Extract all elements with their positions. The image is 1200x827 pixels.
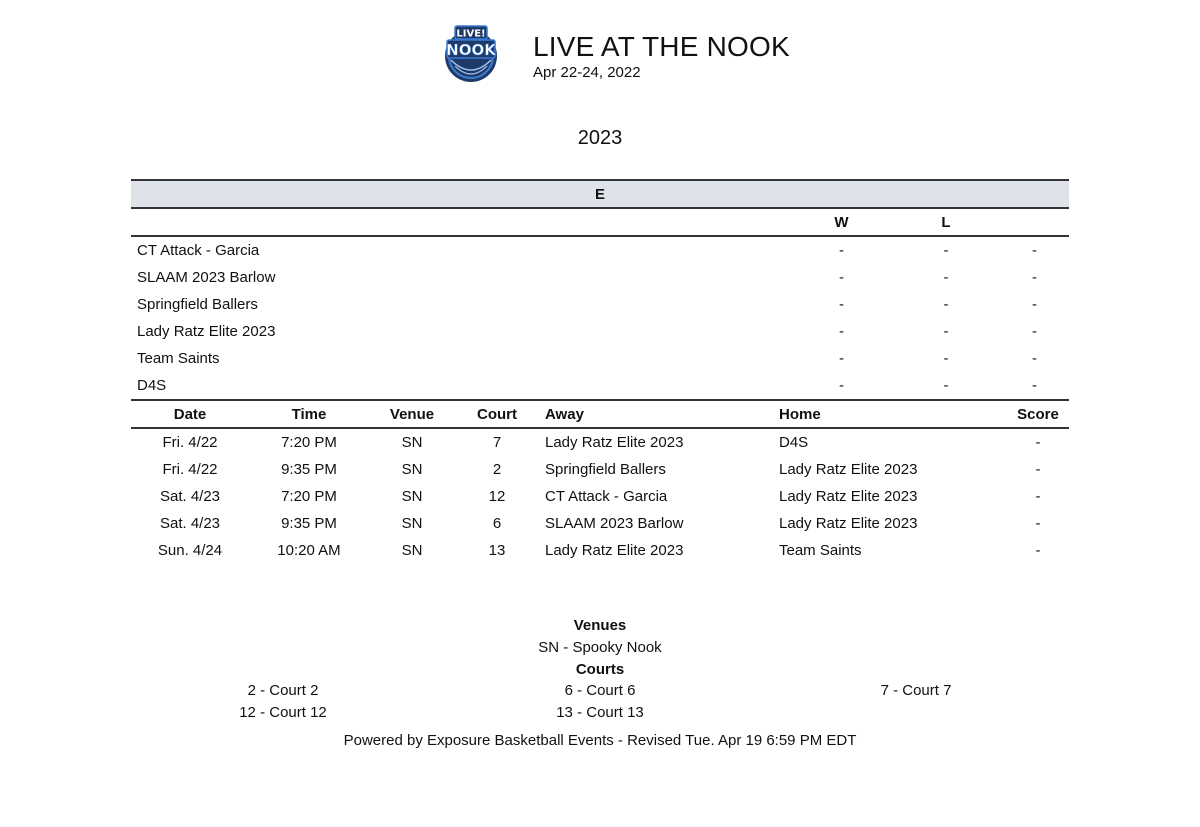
venues-title: Venues <box>573 617 627 634</box>
standings-row <box>131 264 1069 291</box>
team-wins: - <box>839 377 844 394</box>
game-row <box>131 428 1069 456</box>
team-extra: - <box>1032 242 1037 259</box>
header-court: Court <box>455 400 539 428</box>
header-time: Time <box>249 400 369 428</box>
team-extra: - <box>1032 350 1037 367</box>
game-row <box>131 510 1069 537</box>
game-away[interactable]: Lady Ratz Elite 2023 <box>545 542 684 559</box>
pool-section <box>131 179 1069 564</box>
schedule-table <box>131 399 1069 564</box>
game-score: - <box>1035 515 1041 532</box>
team-wins: - <box>839 323 844 340</box>
game-score: - <box>1035 542 1041 559</box>
game-date: Sat. 4/23 <box>159 488 221 505</box>
standings-row <box>131 345 1069 372</box>
game-court: 7 <box>492 434 502 451</box>
game-venue[interactable]: SN <box>401 488 423 505</box>
game-venue[interactable]: SN <box>401 515 423 532</box>
venue-item: SN - Spooky Nook <box>538 639 662 656</box>
game-court: 2 <box>492 461 502 478</box>
game-row <box>131 483 1069 510</box>
team-losses: - <box>943 350 949 367</box>
game-away[interactable]: Lady Ratz Elite 2023 <box>545 434 684 451</box>
game-date: Fri. 4/22 <box>162 434 218 451</box>
event-title: LIVE AT THE NOOK <box>533 31 790 62</box>
team-losses: - <box>943 323 949 340</box>
game-venue[interactable]: SN <box>401 542 423 559</box>
team-wins: - <box>839 296 844 313</box>
game-home[interactable]: Lady Ratz Elite 2023 <box>779 461 918 478</box>
event-logo <box>441 24 501 84</box>
court-item: 7 - Court 7 <box>880 682 952 699</box>
team-losses: - <box>943 296 949 313</box>
game-away[interactable]: CT Attack - Garcia <box>545 488 668 505</box>
game-home[interactable]: D4S <box>779 434 809 451</box>
team-extra: - <box>1032 323 1037 340</box>
team-extra: - <box>1032 296 1037 313</box>
standings-header <box>131 208 1069 236</box>
team-name[interactable]: Lady Ratz Elite 2023 <box>137 323 276 340</box>
team-name[interactable]: SLAAM 2023 Barlow <box>137 269 276 286</box>
game-date: Fri. 4/22 <box>162 461 218 478</box>
standings-row <box>131 236 1069 264</box>
game-row <box>131 537 1069 564</box>
wins-header: W <box>791 208 892 236</box>
event-header <box>441 24 841 88</box>
standings-row <box>131 291 1069 318</box>
header-score: Score <box>1007 400 1069 428</box>
game-row <box>131 456 1069 483</box>
team-wins: - <box>839 242 844 259</box>
game-home[interactable]: Lady Ratz Elite 2023 <box>779 515 918 532</box>
team-losses: - <box>943 242 949 259</box>
standings-row <box>131 318 1069 345</box>
team-name[interactable]: D4S <box>137 377 167 394</box>
logo-text-main: NOOK <box>446 41 496 59</box>
team-name[interactable]: CT Attack - Garcia <box>137 242 260 259</box>
game-away[interactable]: Springfield Ballers <box>545 461 666 478</box>
game-score: - <box>1035 488 1041 505</box>
game-home[interactable]: Lady Ratz Elite 2023 <box>779 488 918 505</box>
losses-header: L <box>892 208 1000 236</box>
game-time: 7:20 PM <box>281 434 337 451</box>
courts-title: Courts <box>575 661 625 678</box>
game-court: 6 <box>492 515 502 532</box>
court-item: 13 - Court 13 <box>556 704 644 721</box>
game-venue[interactable]: SN <box>401 461 423 478</box>
standings-row <box>131 372 1069 399</box>
footer <box>0 615 1200 681</box>
team-wins: - <box>839 269 844 286</box>
division-title: 2023 <box>577 127 623 149</box>
header-home: Home <box>773 400 1007 428</box>
game-score: - <box>1035 434 1041 451</box>
game-time: 10:20 AM <box>277 542 341 559</box>
schedule-header <box>131 400 1069 428</box>
event-dates: Apr 22-24, 2022 <box>533 64 641 81</box>
header-away: Away <box>539 400 773 428</box>
court-item: 12 - Court 12 <box>239 704 327 721</box>
team-extra: - <box>1032 269 1037 286</box>
game-venue[interactable]: SN <box>401 434 423 451</box>
team-losses: - <box>943 377 949 394</box>
logo-text-top: LIVE! <box>456 28 486 40</box>
standings-table <box>131 179 1069 399</box>
game-away[interactable]: SLAAM 2023 Barlow <box>545 515 684 532</box>
team-wins: - <box>839 350 844 367</box>
powered-by: Powered by Exposure Basketball Events - Revised Tue. Apr 19 6:59 PM EDT <box>343 732 857 749</box>
pool-name: E <box>131 180 1069 208</box>
game-time: 9:35 PM <box>281 461 337 478</box>
game-court: 12 <box>488 488 506 505</box>
pool-header <box>131 180 1069 208</box>
game-date: Sun. 4/24 <box>157 542 223 559</box>
header-date: Date <box>131 400 249 428</box>
game-score: - <box>1035 461 1041 478</box>
team-name[interactable]: Team Saints <box>137 350 220 367</box>
game-date: Sat. 4/23 <box>159 515 221 532</box>
court-item: 6 - Court 6 <box>564 682 636 699</box>
game-home[interactable]: Team Saints <box>779 542 862 559</box>
team-name[interactable]: Springfield Ballers <box>137 296 258 313</box>
header-venue: Venue <box>369 400 455 428</box>
game-court: 13 <box>488 542 506 559</box>
team-losses: - <box>943 269 949 286</box>
court-item: 2 - Court 2 <box>247 682 319 699</box>
game-time: 7:20 PM <box>281 488 337 505</box>
game-time: 9:35 PM <box>281 515 337 532</box>
team-extra: - <box>1032 377 1037 394</box>
